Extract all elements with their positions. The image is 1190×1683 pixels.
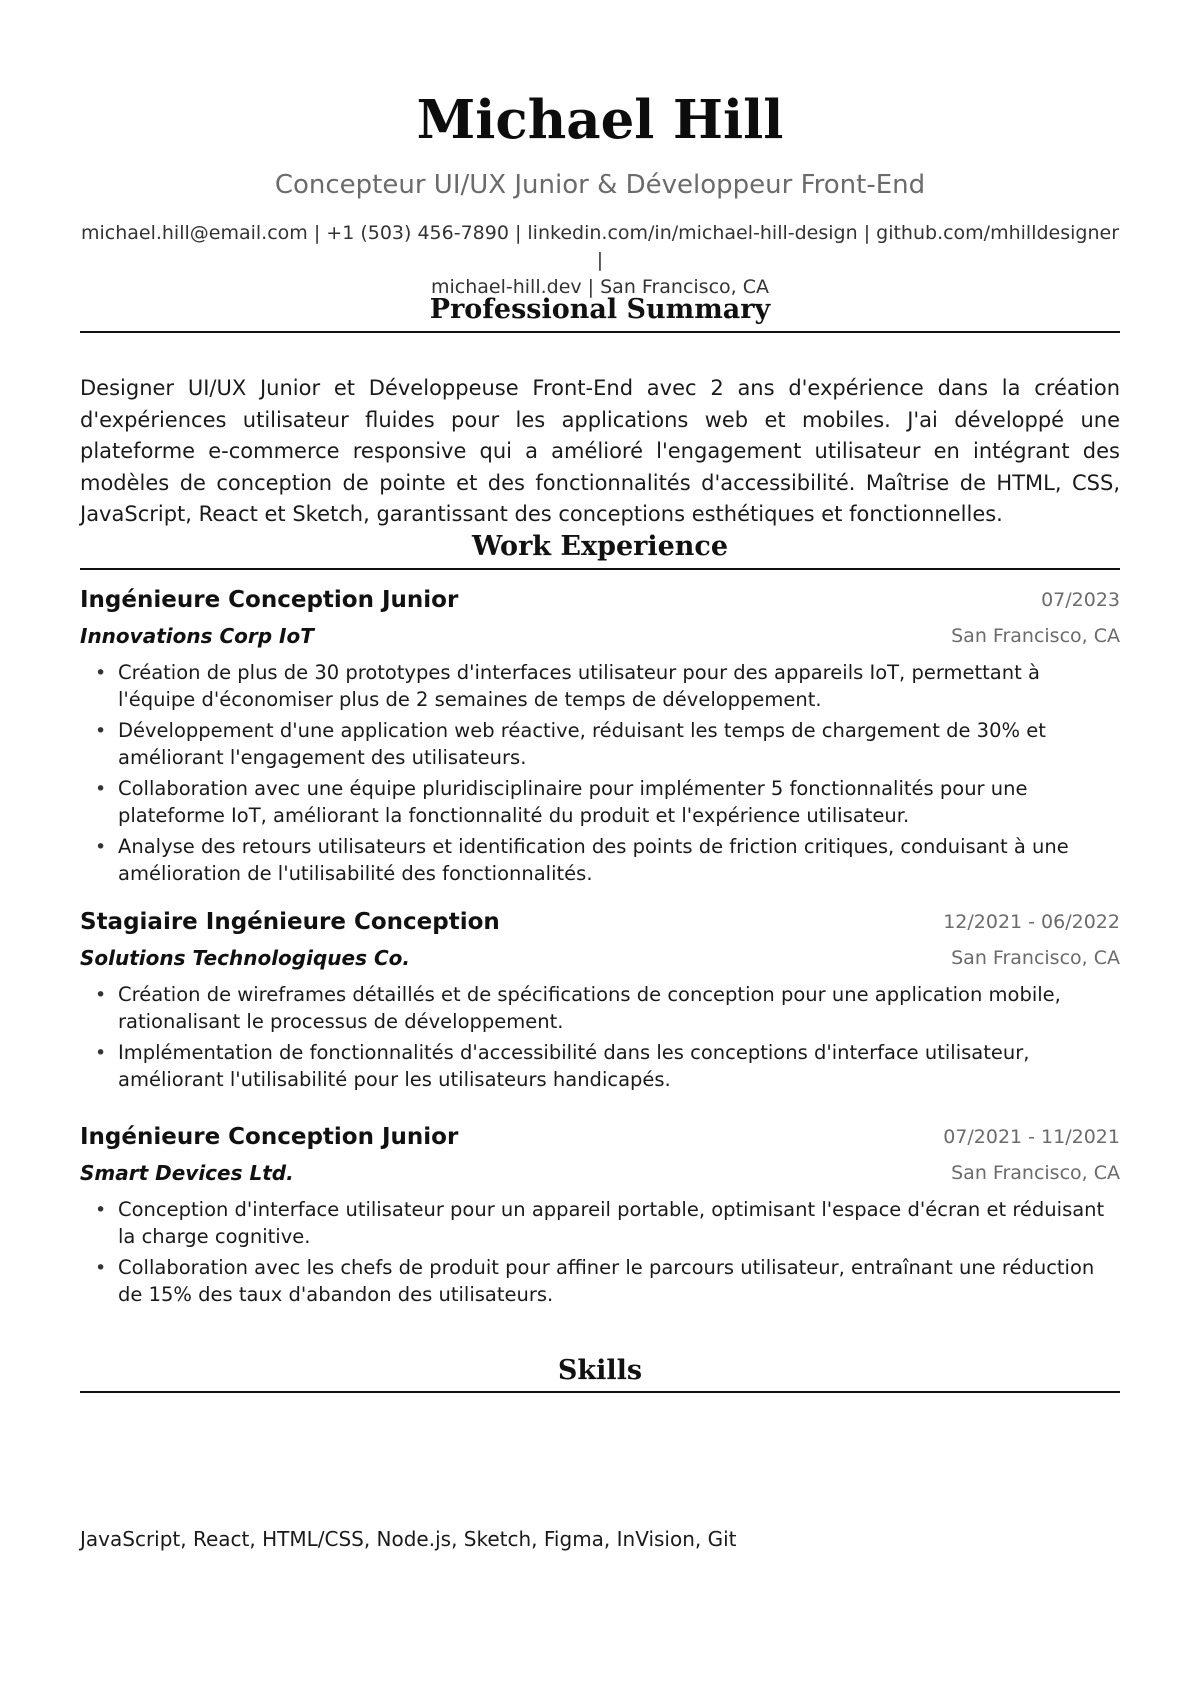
bullet-icon: •	[95, 1257, 107, 1279]
bullet-icon: •	[95, 778, 107, 800]
job-title: Ingénieure Conception Junior	[80, 1124, 459, 1150]
experience-heading: Work Experience	[471, 531, 729, 562]
contact-line-1: michael.hill@email.com | +1 (503) 456-7890 | linkedin.com/in/michael-hill-design | github.com/mhilldesigner |	[80, 222, 1120, 271]
list-item: • Implémentation de fonctionnalités d'accessibilité dans les conceptions d'interface utilisateur, améliorant l'utilisabilité pour les utilisateurs handicapés.	[95, 1041, 1030, 1091]
skills-divider	[80, 1391, 1120, 1393]
job-bullets	[80, 1197, 1120, 1313]
job-tagline: Concepteur UI/UX Junior & Développeur Front-End	[274, 170, 926, 200]
bullet-icon: •	[95, 984, 107, 1006]
summary-text: Designer UI/UX Junior et Développeuse Front-End avec 2 ans d'expérience dans la création d'expériences utilisateur fluides pour les applications web et mobiles. J'ai développé une plateforme e-commerce responsive qui a amélioré l'engagement utilisateur en intégrant des modèles de conception de pointe et des fonctionnalités d'accessibilité. Maîtrise de HTML, CSS, JavaScript, React et Sketch, garantissant des conceptions esthétiques et fonctionnelles.	[80, 376, 1120, 526]
job-location: San Francisco, CA	[951, 947, 1120, 969]
job-location: San Francisco, CA	[951, 625, 1120, 647]
bullet-icon: •	[95, 836, 107, 858]
contact-info	[80, 220, 1120, 301]
contact-line-2: michael-hill.dev | San Francisco, CA	[430, 276, 769, 298]
bullet-icon: •	[95, 662, 107, 684]
job-company: Innovations Corp IoT	[80, 624, 314, 648]
summary-heading: Professional Summary	[429, 294, 771, 325]
job-company: Smart Devices Ltd.	[80, 1161, 294, 1185]
list-item: • Collaboration avec une équipe pluridisciplinaire pour implémenter 5 fonctionnalités pour une plateforme IoT, améliorant la fonctionnalité du produit et l'expérience utilisateur.	[95, 777, 1028, 827]
candidate-name: Michael Hill	[416, 89, 784, 151]
summary-divider	[80, 331, 1120, 333]
bullet-icon: •	[95, 720, 107, 742]
job-location: San Francisco, CA	[951, 1162, 1120, 1184]
job-bullets	[80, 660, 1120, 892]
list-item: • Collaboration avec les chefs de produit pour affiner le parcours utilisateur, entraînant une réduction de 15% des taux d'abandon des utilisateurs.	[95, 1256, 1095, 1306]
skills-heading: Skills	[557, 1355, 643, 1386]
job-entry	[80, 1120, 1120, 1306]
skills-list: JavaScript, React, HTML/CSS, Node.js, Sketch, Figma, InVision, Git	[80, 1527, 737, 1551]
job-date: 12/2021 - 06/2022	[943, 911, 1120, 933]
job-company: Solutions Technologiques Co.	[80, 946, 410, 970]
job-entry	[80, 905, 1120, 1091]
job-title: Ingénieure Conception Junior	[80, 587, 459, 613]
list-item: • Analyse des retours utilisateurs et identification des points de friction critiques, conduisant à une amélioration de l'utilisabilité des fonctionnalités.	[95, 835, 1069, 885]
list-item: • Conception d'interface utilisateur pour un appareil portable, optimisant l'espace d'écran et réduisant la charge cognitive.	[95, 1198, 1105, 1248]
experience-divider	[80, 568, 1120, 570]
bullet-icon: •	[95, 1199, 107, 1221]
job-date: 07/2023	[1041, 589, 1120, 611]
job-entry	[80, 583, 1120, 885]
job-date: 07/2021 - 11/2021	[943, 1126, 1120, 1148]
bullet-icon: •	[95, 1042, 107, 1064]
job-bullets	[80, 982, 1120, 1098]
list-item: • Création de wireframes détaillés et de spécifications de conception pour une application mobile, rationalisant le processus de développement.	[95, 983, 1061, 1033]
list-item: • Création de plus de 30 prototypes d'interfaces utilisateur pour des appareils IoT, permettant à l'équipe d'économiser plus de 2 semaines de temps de développement.	[95, 661, 1040, 711]
job-title: Stagiaire Ingénieure Conception	[80, 909, 500, 935]
list-item: • Développement d'une application web réactive, réduisant les temps de chargement de 30% et améliorant l'engagement des utilisateurs.	[95, 719, 1046, 769]
